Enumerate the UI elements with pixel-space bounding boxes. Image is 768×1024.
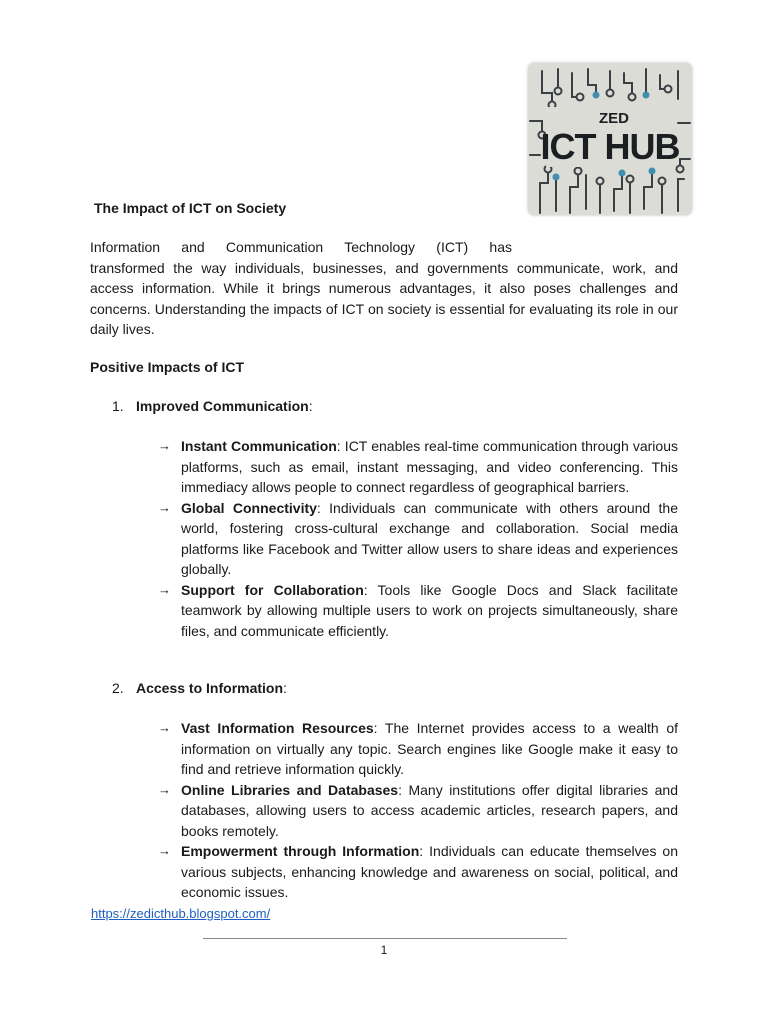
bullet-text: : The Internet provides access to a wealth of information on virtually any topic. Search engines like Google make it easy to find and retrieve information quickly. — [181, 720, 678, 777]
arrow-bullet-icon: → — [158, 438, 171, 453]
arrow-bullet-icon: → — [158, 843, 171, 858]
arrow-bullet-icon: → — [158, 781, 171, 797]
list-item — [158, 841, 678, 903]
logo-small-text: ZED — [599, 110, 629, 127]
circuit-logo-graphic — [528, 63, 692, 215]
arrow-bullet-icon: → — [158, 499, 171, 515]
logo-main-text: ICT HUB — [540, 126, 680, 167]
intro-first-line: Information and Communication Technology (ICT) has — [90, 239, 512, 255]
bullet-list-communication — [158, 436, 678, 641]
item-colon: : — [308, 398, 313, 414]
document-title: The Impact of ICT on Society — [94, 200, 287, 216]
arrow-bullet-icon: → — [158, 720, 171, 735]
bullet-term: Instant Communication — [181, 438, 337, 454]
bullet-text: : Individuals can educate themselves on various subjects, enhancing knowledge and awareness on social, political, and economic issues. — [181, 843, 679, 900]
bullet-text: : Individuals can communicate with others around the world, fostering cross-cultural exchange and collaboration. Social media platforms like Facebook and Twitter allow users to share ideas and experiences globally. — [181, 499, 678, 577]
item-colon: : — [283, 680, 287, 696]
numbered-item-communication — [112, 398, 313, 414]
bullet-term: Global Connectivity — [181, 499, 317, 516]
bullet-list-information — [158, 718, 678, 903]
list-item — [158, 718, 678, 780]
zed-ict-hub-logo — [528, 63, 692, 215]
item-number: 1. — [112, 398, 124, 414]
item-label: Access to Information — [136, 680, 284, 696]
list-item — [158, 780, 678, 842]
bullet-text: : Many institutions offer digital libraries and databases, allowing users to access academic articles, research papers, and books remotely. — [181, 781, 678, 839]
list-item — [158, 580, 678, 642]
section-heading: Positive Impacts of ICT — [90, 359, 245, 375]
intro-rest: transformed the way individuals, businesses, and governments communicate, work, and access information. While it brings numerous advantages, it also poses challenges and concerns. Understanding the impacts of ICT on society is essential for evaluating its role in our daily lives. — [90, 259, 678, 337]
bullet-term: Empowerment through Information — [181, 843, 420, 859]
intro-paragraph — [90, 237, 678, 340]
bullet-term: Online Libraries and Databases — [181, 781, 399, 798]
item-number: 2. — [112, 680, 124, 696]
item-label: Improved Communication — [136, 398, 309, 414]
list-item — [158, 498, 678, 580]
arrow-bullet-icon: → — [158, 581, 171, 597]
footer-divider — [203, 938, 567, 939]
bullet-term: Vast Information Resources — [181, 720, 374, 736]
bullet-term: Support for Collaboration — [181, 581, 364, 598]
bullet-text: : Tools like Google Docs and Slack facilitate teamwork by allowing multiple users to work on projects simultaneously, share files, and communicate efficiently. — [181, 581, 678, 639]
bullet-text: : ICT enables real-time communication through various platforms, such as email, instant messaging, and video conferencing. This immediacy allows people to connect regardless of geographical barriers. — [181, 438, 678, 495]
blog-link[interactable]: https://zedicthub.blogspot.com/ — [91, 906, 271, 921]
page-number: 1 — [380, 943, 388, 957]
numbered-item-information — [112, 680, 287, 696]
list-item — [158, 436, 678, 498]
